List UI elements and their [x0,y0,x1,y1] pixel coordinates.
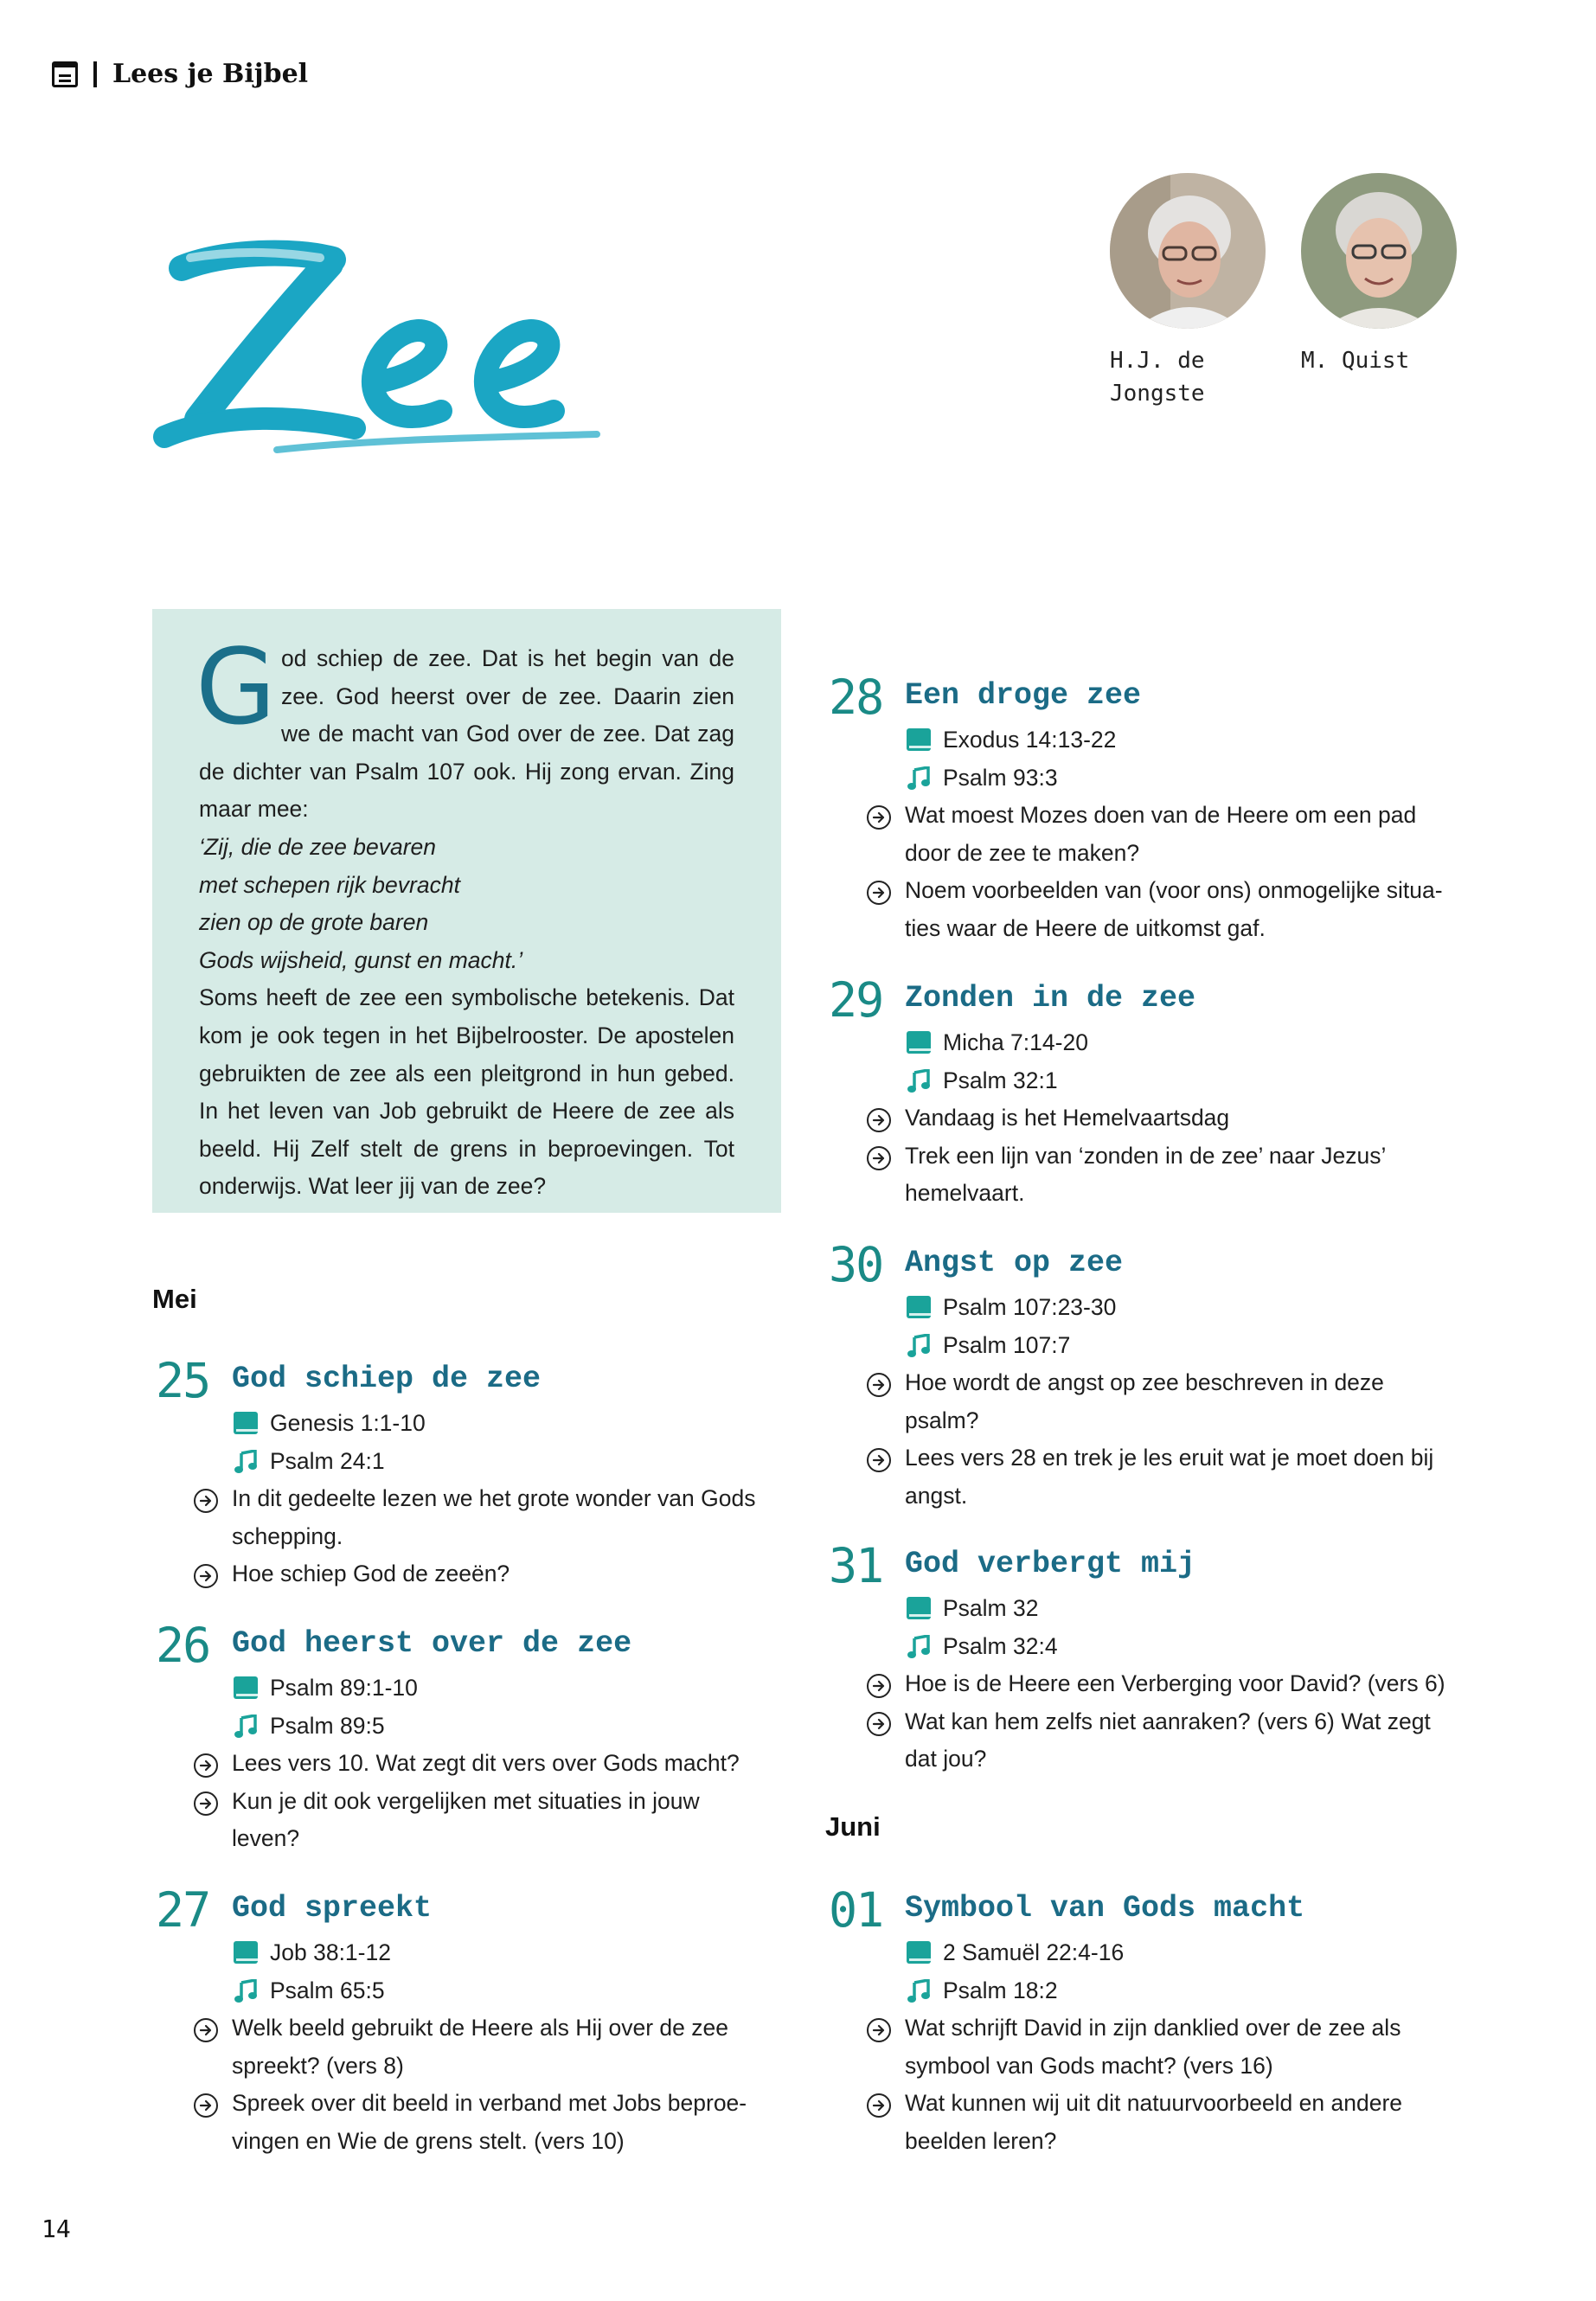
entry-details [829,1590,1469,1779]
entry-day-number: 28 [829,670,883,725]
arrow-circle-icon [194,1791,218,1816]
entry-title: God heerst over de zee [232,1626,632,1661]
bible-reading: Exodus 14:13-22 [829,721,1469,760]
header-divider [93,61,97,87]
song: Psalm 24:1 [156,1443,796,1481]
running-header [52,59,308,89]
question-line: angst. [905,1482,968,1509]
book-icon [234,1412,258,1434]
arrow-circle-icon [194,2093,218,2118]
author-photo-1 [1110,173,1266,329]
arrow-circle-icon [867,2018,891,2042]
music-note-icon [907,1633,931,1656]
arrow-circle-icon [194,1489,218,1513]
question-line: psalm? [905,1407,979,1433]
entry-details [156,1405,796,1593]
question-line: Wat kunnen wij uit dit natuurvoorbeeld en andere [829,2085,1469,2123]
question-line: Kun je dit ook vergelijken met situaties in jouw [156,1783,796,1821]
question-line: leven? [232,1825,300,1852]
book-icon [907,1597,931,1619]
question-line: schepping. [232,1522,343,1549]
author-portrait-1 [1110,173,1266,410]
book-icon [907,1031,931,1054]
entry-day-number: 31 [829,1538,883,1593]
question-line: Lees vers 10. Wat zegt dit vers over Gods macht? [156,1745,796,1783]
header-title: Lees je Bijbel [112,59,309,89]
arrow-circle-icon [867,881,891,905]
question-line: Wat kan hem zelfs niet aanraken? (vers 6) Wat zegt [829,1703,1469,1741]
arrow-circle-icon [867,1373,891,1397]
question-line: Trek een lijn van ‘zonden in de zee’ naar Jezus’ [829,1138,1469,1176]
question-line: hemelvaart. [905,1180,1025,1207]
music-note-icon [234,1977,258,2000]
song: Psalm 89:5 [156,1708,796,1746]
entry-day-number: 25 [156,1353,210,1408]
headline-zee [147,234,631,467]
arrow-circle-icon [194,2018,218,2042]
question-line: Hoe schiep God de zeeën? [156,1555,796,1593]
entry-day-number: 30 [829,1237,883,1292]
bible-reading: Psalm 89:1-10 [156,1670,796,1708]
intro-paragraph-1: God schiep de zee. Dat is het begin van de zee. God heerst over de zee. Daarin zien we de macht van God over de zee. Dat zag de dichter van Psalm 107 ook. Hij zong ervan. Zing maar mee: [195,628,734,823]
question-line: In dit gedeelte lezen we het grote wonder van Gods [156,1480,796,1518]
song: Psalm 18:2 [829,1972,1469,2010]
entry-details [156,1934,796,2161]
author-name-2: M. Quist [1301,348,1410,374]
question-line: Spreek over dit beeld in verband met Jobs beproe- [156,2085,796,2123]
entry-title: Zonden in de zee [905,981,1196,1016]
entry-details [829,1024,1469,1213]
arrow-circle-icon [194,1564,218,1588]
question-line: Hoe is de Heere een Verberging voor David? (vers 6) [829,1665,1469,1703]
question-line: symbool van Gods macht? (vers 16) [905,2052,1273,2079]
question-line: vingen en Wie de grens stelt. (vers 10) [232,2127,625,2154]
author-2-face-icon [1301,173,1457,329]
author-portrait-2 [1301,173,1457,377]
entry-title: God schiep de zee [232,1362,542,1396]
question-line: Wat schrijft David in zijn danklied over de zee als [829,2009,1469,2048]
entry-title: God verbergt mij [905,1547,1196,1581]
bible-reading: Psalm 107:23-30 [829,1289,1469,1327]
entry-details [829,721,1469,948]
music-note-icon [907,765,931,787]
book-icon [907,1941,931,1964]
entry-title: Symbool van Gods macht [905,1891,1305,1926]
entry-title: God spreekt [232,1891,433,1926]
music-note-icon [234,1713,258,1735]
entry-day-number: 27 [156,1882,210,1938]
intro-box [152,609,781,1213]
drop-cap: G [195,628,276,748]
book-icon [234,1676,258,1699]
entry-details [156,1670,796,1858]
arrow-circle-icon [867,2093,891,2118]
bible-reading: Psalm 32 [829,1590,1469,1628]
question-line: beelden leren? [905,2127,1057,2154]
question-line: spreekt? (vers 8) [232,2052,404,2079]
song: Psalm 93:3 [829,760,1469,798]
book-icon [907,728,931,751]
page-number: 14 [42,2214,71,2243]
question-line: Noem voorbeelden van (voor ons) onmogelijke situa- [829,872,1469,910]
calendar-icon [52,61,78,87]
entry-details [829,1934,1469,2161]
arrow-circle-icon [867,1674,891,1698]
author-1-face-icon [1110,173,1266,329]
question-line: Wat moest Mozes doen van de Heere om een pad [829,797,1469,835]
intro-paragraph-2: Soms heeft de zee een symbolische betekenis. Dat kom je ook tegen in het Bijbelrooster. De apostelen gebruikten de zee als een pleitgrond in hun gebed. In het leven van Job gebruikt de Heere de zee als beeld. Hij Zelf stelt de grens in beproevingen. Tot onderwijs. Wat leer jij van de zee? [199,984,734,1200]
music-note-icon [907,1067,931,1090]
music-note-icon [234,1448,258,1471]
poem-line-1: ‘Zij, die de zee bevaren [199,833,436,860]
poem-line-2: met schepen rijk bevracht [199,871,460,898]
song: Psalm 32:1 [829,1062,1469,1100]
entry-title: Angst op zee [905,1246,1124,1280]
arrow-circle-icon [867,1108,891,1132]
music-note-icon [907,1332,931,1355]
entry-title: Een droge zee [905,678,1142,713]
question-line: Lees vers 28 en trek je les eruit wat je moet doen bij [829,1439,1469,1477]
song: Psalm 107:7 [829,1327,1469,1365]
bible-reading: Genesis 1:1-10 [156,1405,796,1443]
question-line: dat jou? [905,1746,987,1772]
arrow-circle-icon [194,1753,218,1778]
author-photo-2 [1301,173,1457,329]
question-line: door de zee te maken? [905,839,1140,866]
song: Psalm 32:4 [829,1628,1469,1666]
arrow-circle-icon [867,1712,891,1736]
poem-line-4: Gods wijsheid, gunst en macht.’ [199,946,523,973]
question-line: Welk beeld gebruikt de Heere als Hij over de zee [156,2009,796,2048]
song: Psalm 65:5 [156,1972,796,2010]
question-line: Vandaag is het Hemelvaartsdag [829,1099,1469,1138]
question-line: Hoe wordt de angst op zee beschreven in deze [829,1364,1469,1402]
month-label-june: Juni [825,1811,881,1842]
entry-details [829,1289,1469,1516]
bible-reading: Job 38:1-12 [156,1934,796,1972]
bible-reading: Micha 7:14-20 [829,1024,1469,1062]
entry-day-number: 26 [156,1618,210,1673]
book-icon [234,1941,258,1964]
book-icon [907,1296,931,1318]
bible-reading: 2 Samuël 22:4-16 [829,1934,1469,1972]
poem-line-3: zien op de grote baren [199,909,429,936]
arrow-circle-icon [867,805,891,830]
arrow-circle-icon [867,1146,891,1170]
entry-day-number: 01 [829,1882,883,1938]
entry-day-number: 29 [829,972,883,1028]
arrow-circle-icon [867,1448,891,1472]
question-line: ties waar de Heere de uitkomst gaf. [905,914,1266,941]
author-name-1: H.J. de Jongste [1110,348,1205,407]
month-label-may: Mei [152,1284,197,1314]
music-note-icon [907,1977,931,2000]
